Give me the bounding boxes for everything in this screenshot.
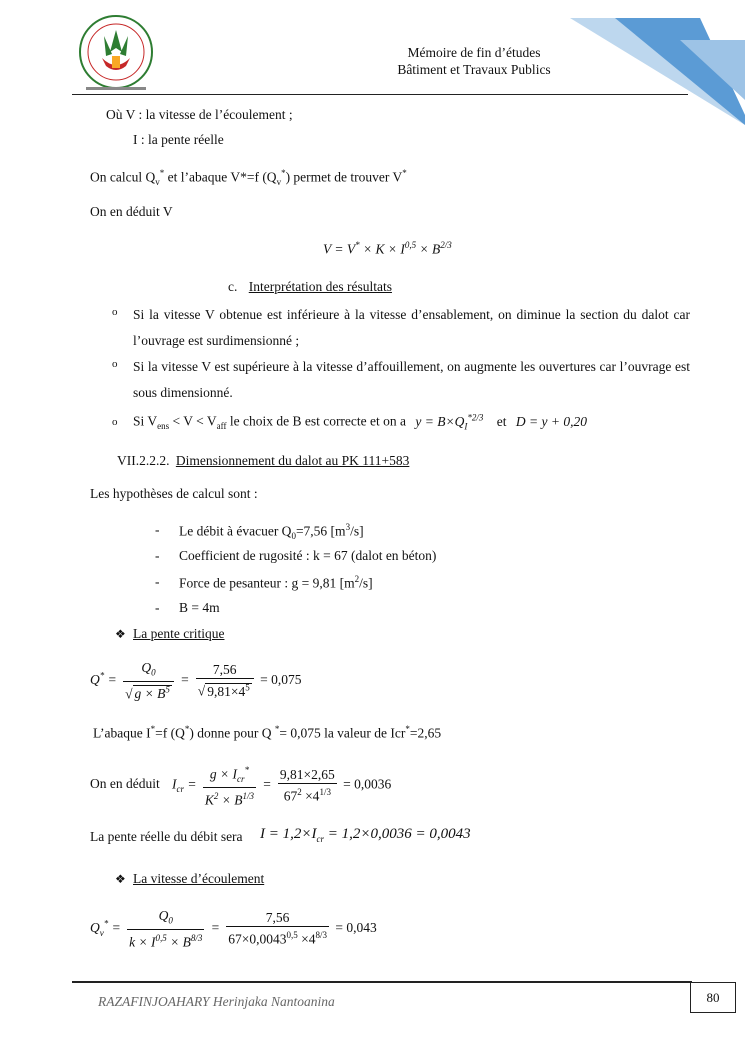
where-v-text: Où V : la vitesse de l’écoulement ; [106, 107, 293, 122]
diamond-bullet-icon: ❖ [115, 872, 126, 886]
section-c-title: Interprétation des résultats [248, 279, 392, 294]
hypothesis-4: B = 4m [179, 600, 220, 615]
footer-divider [72, 981, 692, 983]
dash-marker: - [155, 574, 160, 589]
header-title [360, 44, 588, 78]
bullet-2-text: Si la vitesse V est supérieure à la vitesse d’affouillement, on augmente les ouvertures car l’ouvrage est sous dimensionné. [133, 359, 690, 400]
real-slope-label: La pente réelle du débit sera [90, 829, 243, 844]
abaque-text: L’abaque I*=f (Q*) donne pour Q *= 0,075 la valeur de Icr*=2,65 [93, 724, 442, 741]
page-number: 80 [690, 982, 736, 1013]
deduce-icr-label: On en déduit [90, 776, 160, 791]
deduce-v-text: On en déduit V [90, 204, 173, 219]
formula-qv-star: $Q_v^*$ = $\frac{Q_0}{k \times I^{0,5} \times B^{8/3}}$ = $\frac{7,56}{67\times 0,0043^{0,5} \times 4^{8/3}}$ = 0,043 [90, 908, 377, 950]
calc-qv-text: On calcul $Q_v^*$ et l’abaque V*=f $(Q_v^*)$ permet de trouver V* [90, 168, 407, 188]
subsection-flow-velocity: La vitesse d’écoulement [133, 871, 265, 886]
dash-marker: - [155, 600, 160, 615]
formula-i: $I = 1,2\times I_{cr} = 1,2\times 0,0036 = 0,0043$ [260, 826, 471, 844]
hypothesis-3: Force de pesanteur : g = 9,81 $[m^2/s]$ [179, 574, 373, 591]
hypotheses-intro: Les hypothèses de calcul sont : [90, 486, 258, 501]
diamond-bullet-icon: ❖ [115, 627, 126, 641]
dash-marker: - [155, 522, 160, 537]
hypothesis-1: Le débit à évacuer $Q_0=7,56$ $[m^3/s]$ [179, 522, 364, 542]
bullet-marker: o [112, 416, 118, 428]
formula-q-star: Q* = $\frac{Q_0}{√ g \times B^5}$ = $\frac{7,56}{√ 9,81\times 4^5}$ = 0,075 [90, 660, 302, 702]
bullet-3-text: Si $V_{ens} < V < V_{aff}$ le choix de B est correcte et on a $y = B\times Q_I^{*2/3}$ et D = y + 0,20 [133, 412, 587, 432]
section-vii-number: VII.2.2.2. [117, 453, 170, 468]
header-title-line2: Bâtiment et Travaux Publics [397, 62, 551, 77]
corner-decoration [570, 0, 745, 125]
where-i-text: I : la pente réelle [133, 132, 224, 147]
bullet-marker: o [112, 306, 118, 318]
school-logo [76, 12, 156, 94]
bullet-3-formula2: D = y + 0,20 [515, 413, 587, 429]
section-c-heading [228, 279, 392, 295]
formula-v: $V = V^* \times K \times I^{0,5} \times B^{2/3}$ [323, 240, 452, 257]
section-vii-heading [117, 453, 409, 469]
formula-icr: $I_{cr}$ = $\frac{g \times I_{cr}^*}{K^2 \times B^{1/3}}$ = $\frac{9,81\times 2,65}{67^2 \times 4^{1/3}}$ = 0,0036 [172, 762, 391, 809]
dash-marker: - [155, 548, 160, 563]
subsection-critical-slope: La pente critique [133, 626, 225, 641]
bullet-1-text: Si la vitesse V obtenue est inférieure à la vitesse d’ensablement, on diminue la section du dalot car l’ouvrage est surdimensionné ; [133, 307, 690, 348]
footer-author: RAZAFINJOAHARY Herinjaka Nantoanina [98, 994, 335, 1009]
header-divider [72, 94, 688, 95]
section-vii-title: Dimensionnement du dalot au PK 111+583 [175, 453, 410, 468]
bullet-marker: o [112, 358, 118, 370]
header-title-line1: Mémoire de fin d’études [407, 45, 541, 60]
bullet-3-and: et [496, 413, 507, 429]
section-c-number: c. [228, 279, 238, 294]
hypothesis-2: Coefficient de rugosité : k = 67 (dalot en béton) [179, 548, 437, 563]
